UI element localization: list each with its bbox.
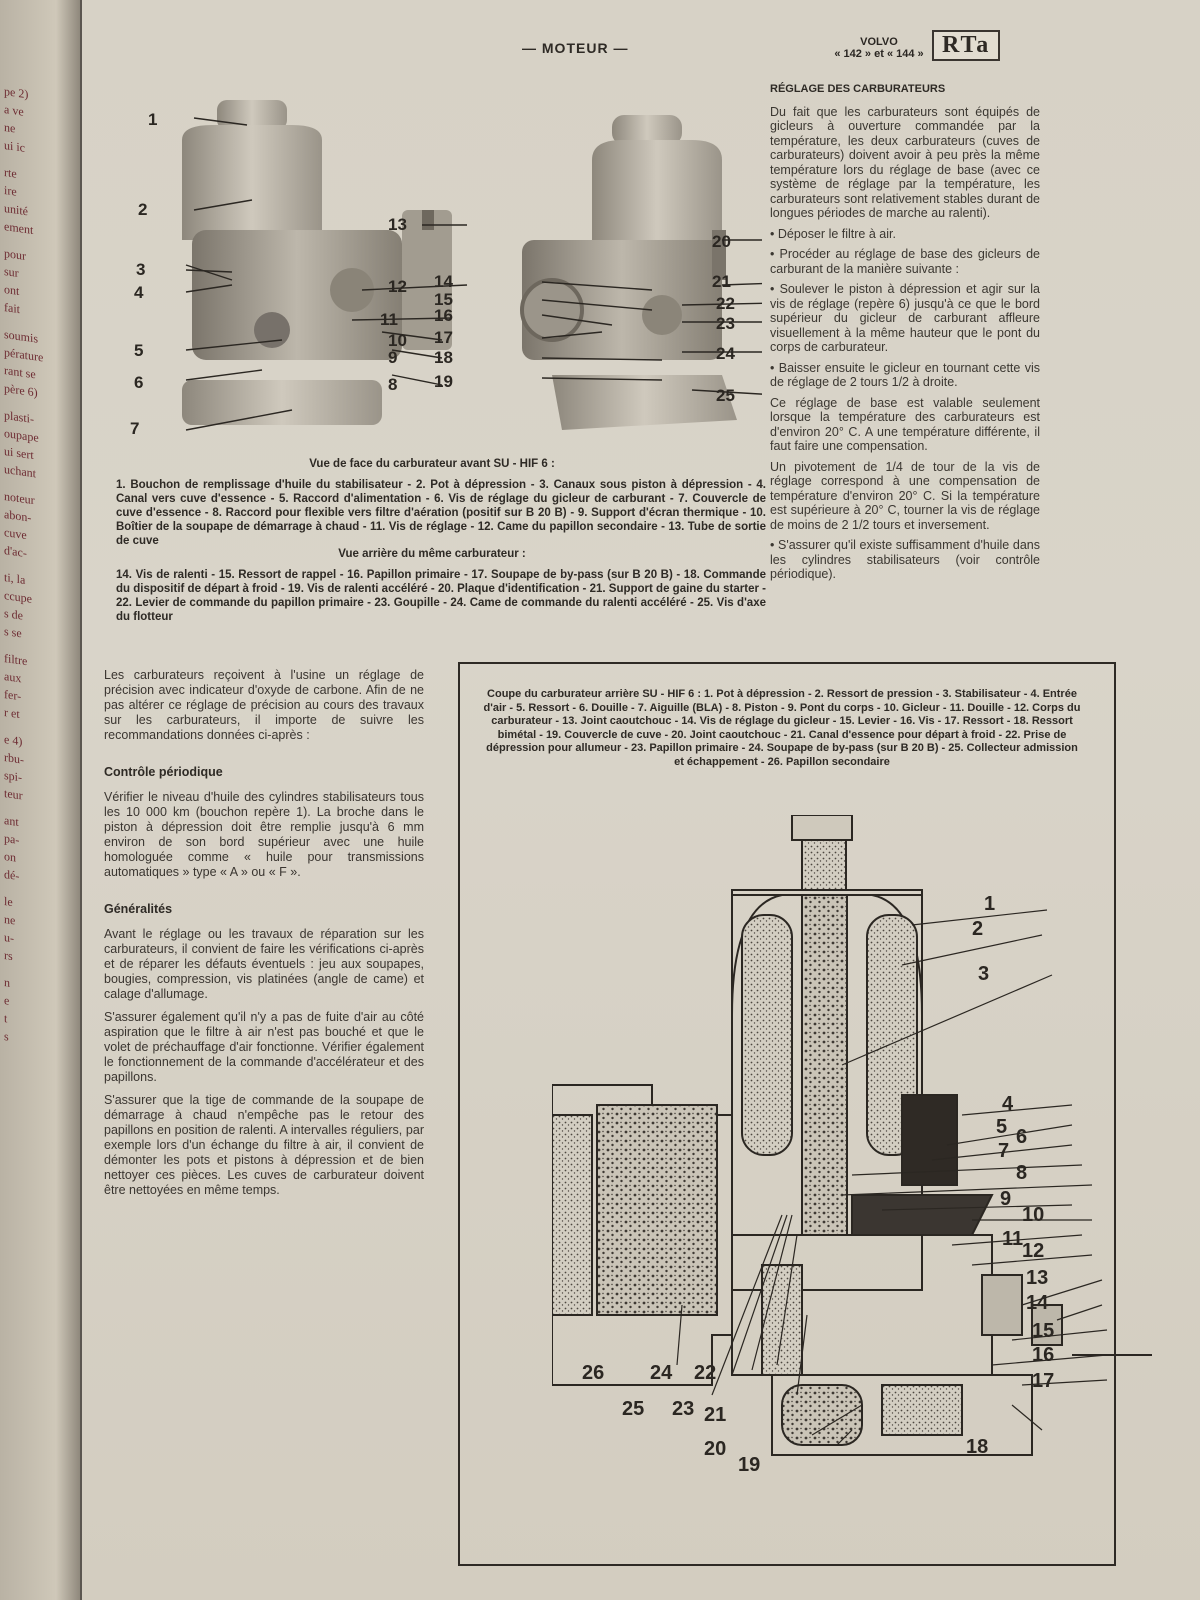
rear-view-number-21: 21 <box>712 272 731 291</box>
previous-page-fragment: on <box>4 848 16 865</box>
previous-page-fragment: aux <box>4 668 22 686</box>
cutaway-number-16: 16 <box>1032 1344 1055 1366</box>
previous-page-fragment: ant <box>4 812 19 830</box>
cutaway-caption: Coupe du carburateur arrière SU - HIF 6 : 1. Pot à dépression - 2. Ressort de pression - 3. Stabilisateur - 4. Entrée d'air - 5. Ressort - 6. Douille - 7. Aiguille (BLA) - 8. Piston - 9. Pont du corps - 10. Gicleur - 11. Douille - 12. Corps du carburateur - 13. Joint caoutchouc - 14. Vis de réglage du gicleur - 15. Levier - 16. Vis - 17. Ressort - 18. Ressort bimétal - 19. Couvercle de cuve - 20. Joint caoutchouc - 21. Canal d'essence pour départ à froid - 22. Prise de dépression pour allumeur - 23. Papillon primaire - 24. Soupape de by-pass (sur B 20 B) - 25. Collecteur admission et échappement - 26. Papillon secondaire <box>483 688 1081 768</box>
cutaway-number-13: 13 <box>1026 1267 1049 1289</box>
header-models: « 142 » et « 144 » <box>834 48 924 60</box>
front-view-number-5: 5 <box>134 341 144 360</box>
previous-page-fragment: e <box>4 992 10 1008</box>
cutaway-number-10: 10 <box>1022 1204 1045 1226</box>
rear-view-number-18: 18 <box>434 348 453 367</box>
previous-page-fragment: rbu- <box>4 749 24 767</box>
header-model <box>834 36 924 60</box>
previous-page-fragment: d'ac- <box>4 542 27 561</box>
cutaway-number-22: 22 <box>694 1362 717 1384</box>
front-view-number-6: 6 <box>134 373 144 392</box>
general-text-2: S'assurer également qu'il n'y a pas de fuite d'air au côté aspiration que le filtre à air n'est pas bouché et que le volet de préchauffage d'air fonctionne. Vérifier également le fonctionnement de la commande d'accélérateur et des papillons. <box>104 1010 424 1084</box>
left-column <box>104 668 424 1206</box>
previous-page-edge <box>0 0 80 1600</box>
previous-page-fragment: soumis <box>4 326 39 346</box>
previous-page-fragment: r et <box>4 704 20 722</box>
cutaway-number-3: 3 <box>978 963 990 985</box>
publisher-logo: RTa <box>932 30 1000 61</box>
right-column <box>770 82 1040 588</box>
rear-view-number-16: 16 <box>434 306 453 325</box>
adjustment-intro: Du fait que les carburateurs sont équipés de gicleurs à ouverture commandée par la température, les deux carburateurs (cuves de carburateurs) doivent avoir à peu près la même température lors du réglage de base (avec ce système de réglage par la température, les carburateurs sont relativement stables durant de longues périodes de marche au ralenti). <box>770 104 1040 220</box>
previous-page-fragment: filtre <box>4 650 28 669</box>
front-view-number-10: 10 <box>388 331 407 350</box>
previous-page-fragment: ccupe <box>4 587 32 606</box>
previous-page-fragment: cuve <box>4 524 27 543</box>
previous-page-fragment: uchant <box>4 461 36 481</box>
periodic-check-heading: Contrôle périodique <box>104 765 223 779</box>
previous-page-fragment: unité <box>4 200 28 219</box>
header-brand: VOLVO <box>860 36 898 48</box>
previous-page-fragment: ont <box>4 281 20 299</box>
rear-view-title: Vue arrière du même carburateur : <box>338 548 526 560</box>
previous-page-fragment: pa- <box>4 830 20 848</box>
cutaway-number-7: 7 <box>998 1140 1010 1162</box>
cutaway-number-21: 21 <box>704 1404 727 1426</box>
cutaway-number-24: 24 <box>650 1362 673 1384</box>
previous-page-fragment: s se <box>4 623 22 641</box>
previous-page-fragment: ti, la <box>4 569 26 587</box>
rear-view-number-23: 23 <box>716 314 735 333</box>
left-intro: Les carburateurs reçoivent à l'usine un réglage de précision avec indicateur d'oxyde de carbone. Afin de ne pas altérer ce réglage de précision au cours des travaux sur les carburateurs, il importe de suivre les recommandations données ci-après : <box>104 668 424 742</box>
bullet-remove-filter: • Déposer le filtre à air. <box>770 226 896 241</box>
rear-view-number-19: 19 <box>434 372 453 391</box>
front-view-number-4: 4 <box>134 283 144 302</box>
cutaway-number-8: 8 <box>1016 1162 1028 1184</box>
previous-page-fragments <box>0 83 80 1048</box>
general-text-3: S'assurer que la tige de commande de la soupape de démarrage à chaud n'empêche pas le retour des papillons en position de ralenti. A intervalles réguliers, par exemple lors d'un échange du filtre à air, il convient de démonter les pots et pistons à dépression et de bien nettoyer ces pièces. Les cuves de carburateur doivent être nettoyées en même temps. <box>104 1093 424 1197</box>
cutaway-number-26: 26 <box>582 1362 605 1384</box>
periodic-check-text: Vérifier le niveau d'huile des cylindres stabilisateurs tous les 10 000 km (bouchon repère 1). La broche dans le piston à dépression doit être remplie jusqu'à 6 mm environ de son bord supérieur avec une huile homologuée comme « huile pour transmissions automatiques » type « A » ou « F ». <box>104 790 424 879</box>
previous-page-fragment: ui ic <box>4 137 25 155</box>
previous-page-fragment: u- <box>4 929 14 946</box>
previous-page-fragment: s <box>4 1028 9 1044</box>
rear-view-number-17: 17 <box>434 328 453 347</box>
previous-page-fragment: ire <box>4 182 17 199</box>
paragraph-compensation: Un pivotement de 1/4 de tour de la vis de réglage correspond à une compensation de température d'environ 20° C. Si la température est supérieure à 20° C, tourner la vis de réglage de moins de 2 1/2 tours et inversement. <box>770 459 1040 532</box>
front-view-number-8: 8 <box>388 375 398 394</box>
front-view-number-2: 2 <box>138 200 148 219</box>
cutaway-number-9: 9 <box>1000 1188 1012 1210</box>
previous-page-fragment: noteur <box>4 488 35 508</box>
front-view-number-3: 3 <box>136 260 146 279</box>
previous-page-fragment: ne <box>4 911 16 928</box>
front-view-title: Vue de face du carburateur avant SU - HIF 6 : <box>309 458 555 470</box>
previous-page-fragment: pour <box>4 245 26 264</box>
previous-page-fragment: a ve <box>4 101 24 119</box>
previous-page-fragment: plasti- <box>4 407 34 427</box>
cutaway-number-23: 23 <box>672 1398 695 1420</box>
front-view-number-13: 13 <box>388 215 407 234</box>
cutaway-number-12: 12 <box>1022 1240 1045 1262</box>
bullet-base-adjustment: • Procéder au réglage de base des gicleurs de carburant de la manière suivante : <box>770 247 1040 276</box>
front-view-number-1: 1 <box>148 110 158 129</box>
previous-page-fragment: spi- <box>4 767 22 785</box>
cutaway-number-14: 14 <box>1026 1292 1049 1314</box>
bullet-check-oil: • S'assurer qu'il existe suffisamment d'huile dans les cylindres stabilisateurs (voir contrôle périodique). <box>770 538 1040 581</box>
previous-page-fragment: sur <box>4 263 19 281</box>
previous-page-fragment: ui sert <box>4 443 34 463</box>
cutaway-number-15: 15 <box>1032 1320 1055 1342</box>
previous-page-fragment: pérature <box>4 344 44 365</box>
rear-view-number-15: 15 <box>434 290 453 309</box>
front-view-number-12: 12 <box>388 277 407 296</box>
general-heading: Généralités <box>104 902 173 916</box>
previous-page-fragment: abon- <box>4 506 32 525</box>
cutaway-number-25: 25 <box>622 1398 645 1420</box>
cutaway-number-20: 20 <box>704 1438 727 1460</box>
rear-view-number-14: 14 <box>434 272 453 291</box>
previous-page-fragment: ne <box>4 119 16 136</box>
previous-page-fragment: dé- <box>4 866 20 884</box>
rear-view-number-22: 22 <box>716 294 735 313</box>
rear-view-number-24: 24 <box>716 344 735 363</box>
cutaway-number-19: 19 <box>738 1454 761 1476</box>
rear-view-number-20: 20 <box>712 232 731 251</box>
previous-page-fragment: rte <box>4 164 17 181</box>
general-text-1: Avant le réglage ou les travaux de réparation sur les carburateurs, il convient de faire les vérifications ci-après et de réparer les défauts éventuels : jeu aux soupapes, bougies, compression, vis platinées (angle de came) et calage d'allumage. <box>104 927 424 1001</box>
previous-page-fragment: rant se <box>4 362 36 382</box>
cutaway-number-2: 2 <box>972 918 984 940</box>
paragraph-base-validity: Ce réglage de base est valable seulement lorsque la température des carburateurs est d'environ 20° C. A une température différente, il faut faire une compensation. <box>770 395 1040 453</box>
front-view-number-9: 9 <box>388 348 398 367</box>
bullet-raise-piston: • Soulever le piston à dépression et agir sur la vis de réglage (repère 6) jusqu'à ce que le bord supérieur du gicleur de carburant affleure visuellement à la même hauteur que le pont du corps de carburateur. <box>770 282 1040 354</box>
previous-page-fragment: fait <box>4 299 20 317</box>
adjustment-heading: RÉGLAGE DES CARBURATEURS <box>770 83 946 95</box>
cutaway-number-6: 6 <box>1016 1126 1028 1148</box>
rear-carburetor-photo <box>522 115 737 430</box>
previous-page-fragment: n <box>4 974 10 990</box>
previous-page-fragment: ement <box>4 218 34 238</box>
cutaway-number-18: 18 <box>966 1436 989 1458</box>
cutaway-number-11: 11 <box>1002 1228 1024 1250</box>
cutaway-number-1: 1 <box>984 893 996 915</box>
previous-page-fragment: fer- <box>4 686 22 704</box>
previous-page-fragment: oupape <box>4 425 39 445</box>
page-section-title: — MOTEUR — <box>522 40 629 56</box>
previous-page-fragment: père 6) <box>4 380 38 400</box>
front-view-caption: 1. Bouchon de remplissage d'huile du stabilisateur - 2. Pot à dépression - 3. Canaux sous piston à dépression - 4. Canal vers cuve d'essence - 5. Raccord d'alimentation - 6. Vis de réglage du gicleur de carburant - 7. Couvercle de cuve d'essence - 8. Raccord pour flexible vers filtre d'aération (positif sur B 20 B) - 9. Support d'écran thermique - 10. Boîtier de la soupape de démarrage à chaud - 11. Vis de réglage - 12. Came du papillon secondaire - 13. Tube de sortie de cuve <box>116 479 766 547</box>
previous-page-fragment: e 4) <box>4 731 23 749</box>
front-view-number-7: 7 <box>130 419 140 438</box>
cutaway-number-5: 5 <box>996 1116 1008 1138</box>
previous-page-fragment: teur <box>4 785 23 803</box>
cutaway-number-4: 4 <box>1002 1093 1014 1115</box>
front-carburetor-photo <box>182 100 452 425</box>
rear-view-number-25: 25 <box>716 386 735 405</box>
cutaway-number-17: 17 <box>1032 1370 1055 1392</box>
previous-page-fragment: s de <box>4 605 23 623</box>
bullet-lower-jet: • Baisser ensuite le gicleur en tournant cette vis de réglage de 2 tours 1/2 à droite. <box>770 360 1040 389</box>
previous-page-fragment: rs <box>4 947 13 964</box>
front-view-number-11: 11 <box>380 310 398 329</box>
previous-page-fragment: le <box>4 893 13 910</box>
previous-page-fragment: pe 2) <box>4 83 29 102</box>
manual-page <box>82 0 1200 1600</box>
previous-page-fragment: t <box>4 1010 8 1026</box>
rear-view-caption: 14. Vis de ralenti - 15. Ressort de rappel - 16. Papillon primaire - 17. Soupape de by-pass (sur B 20 B) - 18. Commande du dispositif de départ à froid - 19. Vis de ralenti accéléré - 20. Plaque d'identification - 21. Support de gaine du starter - 22. Levier de commande du papillon primaire - 23. Goupille - 24. Came de commande du ralenti accéléré - 25. Vis d'axe du flotteur <box>116 569 766 623</box>
